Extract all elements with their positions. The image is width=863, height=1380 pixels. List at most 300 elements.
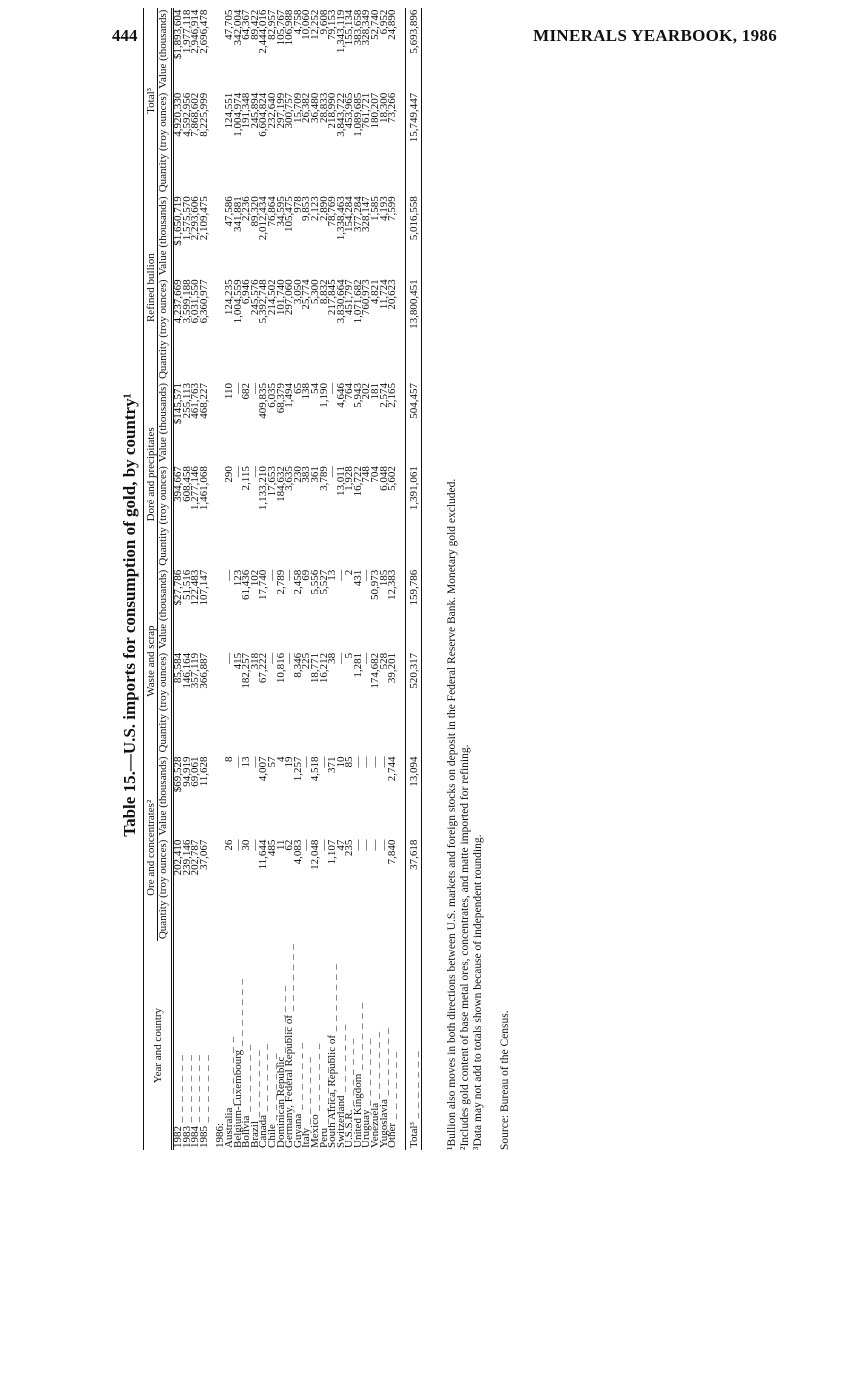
table-cell: 3,789	[317, 466, 330, 491]
table-cell: 4,920,330	[172, 92, 184, 137]
leader-dots: _ _ _ _ _ _ _	[334, 1023, 347, 1096]
row-label-text: United Kingdom	[351, 1073, 364, 1148]
table-cell: 13,011	[334, 466, 347, 496]
row-label-text: 1985	[197, 1126, 210, 1148]
table-cell: 2,123	[308, 196, 321, 222]
table-cell: 394,667	[172, 466, 184, 502]
table-cell: $1,893,604	[172, 9, 184, 60]
table-cell: 764	[343, 383, 356, 400]
subheader-value: Value (thousands)	[158, 194, 173, 277]
table-cell: —	[265, 652, 278, 664]
table-cell: 159,786	[405, 568, 422, 651]
table-cell: 28,833	[317, 92, 330, 123]
table-cell: 65	[291, 383, 304, 395]
leader-dots: _ _ _ _ _ _ _	[407, 1050, 420, 1123]
table-cell: 5	[343, 652, 356, 659]
row-label-text: Germany, Federal Republic of	[283, 1014, 296, 1148]
row-label-text: Yugoslavia	[377, 1099, 390, 1148]
row-label-text: Mexico	[308, 1114, 321, 1148]
table-cell: $69,528	[172, 756, 184, 793]
table-cell: 105,767	[274, 9, 287, 46]
table-cell: 239,146	[180, 839, 193, 876]
table-cell: 37,067	[197, 839, 210, 870]
row-label-text: Switzerland	[334, 1095, 347, 1148]
table-cell: 10,816	[274, 652, 287, 684]
table-cell: 6,946	[240, 279, 253, 305]
table-cell: 520,317	[405, 651, 422, 755]
table-cell: 2,236	[240, 196, 253, 222]
subheader-quantity: Quantity (troy ounces)	[158, 651, 173, 755]
table-cell: 235	[343, 839, 356, 857]
table-cell: 7,599	[386, 196, 399, 222]
table-cell: 255,113	[180, 383, 193, 419]
table-cell: 15,709	[291, 92, 304, 123]
row-label	[405, 941, 422, 1150]
table-cell: 13	[240, 756, 253, 768]
table-cell: 4,083	[291, 839, 304, 865]
table-cell: 300,757	[283, 92, 296, 129]
leader-dots: _ _ _ _ _ _ _	[343, 1037, 356, 1110]
year-1986-label: 1986:	[214, 1122, 227, 1148]
table-cell: 8	[222, 756, 235, 762]
table-cell: 181	[369, 383, 382, 400]
table-cell: —	[317, 839, 330, 851]
table-cell: 4,237,669	[172, 279, 184, 324]
leader-dots: _ _ _ _ _ _ _	[351, 1002, 364, 1074]
table-cell: —	[300, 756, 313, 768]
spacer-row	[397, 8, 406, 1150]
table-cell: —	[283, 652, 296, 664]
table-cell: 180,207	[369, 92, 382, 129]
table-cell: 85	[343, 756, 356, 768]
table-cell: $27,786	[172, 569, 184, 606]
leader-dots: _ _ _ _ _ _ _	[308, 1042, 321, 1115]
table-cell: 383,658	[351, 9, 364, 46]
subheader-value: Value (thousands)	[158, 8, 173, 91]
table-cell: 6,952	[377, 9, 390, 35]
table-cell: 6,604,824	[257, 92, 270, 137]
table-cell: 2,293,606	[189, 196, 202, 241]
table-cell: 73,266	[386, 92, 399, 123]
row-label	[197, 941, 210, 1150]
row-label-text: Belgium-Luxembourg	[231, 1049, 244, 1148]
row-label-text: Bolivia	[240, 1115, 253, 1148]
table-cell: 230	[291, 466, 304, 483]
footnote-3: ³Data may not add to totals shown because of independent rounding.	[472, 834, 484, 1150]
table-cell: 1,338,463	[334, 196, 347, 241]
table-cell: —	[326, 383, 339, 395]
table-row-year	[200, 8, 209, 1150]
table-cell: 122,483	[189, 569, 202, 606]
table-cell: 5,556	[308, 569, 321, 595]
table-cell: 110	[222, 383, 235, 400]
running-head: MINERALS YEARBOOK, 1986	[533, 26, 777, 45]
table-cell: 1,343,119	[334, 9, 347, 54]
table-cell: —	[248, 466, 261, 478]
subheader-quantity: Quantity (troy ounces)	[158, 464, 173, 568]
table-cell: 89,422	[248, 9, 261, 40]
table-cell: 1,977,118	[180, 9, 193, 54]
table-cell: 1,257	[291, 756, 304, 782]
row-label-text: Peru	[317, 1127, 330, 1148]
table-cell: 214,502	[265, 279, 278, 316]
row-label-text: Canada	[257, 1115, 270, 1148]
subheader-quantity: Quantity (troy ounces)	[158, 838, 173, 942]
table-cell: 62	[283, 839, 296, 851]
table-cell: —	[351, 756, 364, 768]
table-cell: 4,193	[377, 196, 390, 222]
table-cell: 5,527	[317, 569, 330, 595]
table-cell: —	[222, 652, 235, 664]
table-cell: 78,769	[326, 196, 339, 227]
table-cell: —	[231, 756, 244, 768]
table-cell: 468,227	[197, 383, 210, 419]
rotated-table-block	[119, 9, 589, 1150]
table-cell: 5,392,748	[257, 279, 270, 324]
table-cell: —	[300, 839, 313, 851]
group-header-scrap: Waste and scrap	[144, 568, 158, 755]
table-cell: 13,800,451	[405, 277, 422, 381]
table-title: Table 15.—U.S. imports for consumption of gold, by country¹	[120, 393, 139, 837]
row-label-text: 1982	[172, 1126, 184, 1148]
table-cell: —	[360, 756, 373, 768]
row-label-text: Venezuela	[369, 1102, 382, 1148]
source-note: Source: Bureau of the Census.	[499, 1010, 511, 1150]
table-cell: 89,320	[248, 196, 261, 227]
table-cell: —	[231, 383, 244, 395]
table-cell: 4,821	[369, 279, 382, 305]
table-cell: 13,094	[405, 754, 422, 837]
table-cell: 4,646	[334, 383, 347, 408]
table-cell: 30	[240, 839, 253, 851]
table-cell: 9,853	[300, 196, 313, 222]
table-cell: 182,257	[240, 652, 253, 689]
table-cell: 245,576	[248, 279, 261, 316]
table-cell: 4,592,956	[180, 92, 193, 137]
table-cell: —	[265, 569, 278, 581]
table-cell: 9,608	[317, 9, 330, 35]
table-cell: 68,379	[274, 383, 287, 414]
table-cell: 184,632	[274, 466, 287, 502]
table-cell: 357,119	[189, 652, 202, 689]
leader-dots: _ _ _ _ _ _ _	[360, 1037, 373, 1110]
table-cell: 25,774	[300, 279, 313, 310]
table-cell: 328,349	[360, 9, 373, 46]
footnotes	[446, 479, 485, 1150]
table-cell: 4,518	[308, 756, 321, 782]
leader-dots: _ _ _ _ _ _ _	[231, 978, 244, 1050]
table-cell: 123	[231, 569, 244, 587]
table-cell: —	[369, 756, 382, 768]
table-cell: 34,595	[274, 196, 287, 227]
table-cell: 608,458	[180, 466, 193, 502]
table-cell: 1,089,685	[351, 92, 364, 137]
table-cell: 377,284	[351, 196, 364, 233]
table-cell: 6,031,550	[189, 279, 202, 324]
row-label-text: Total³	[407, 1122, 420, 1148]
table-cell: 342,004	[231, 9, 244, 46]
table-cell: 202,787	[189, 839, 202, 876]
table-cell: —	[377, 756, 390, 768]
table-cell: 101,740	[274, 279, 287, 316]
table-cell: —	[248, 383, 261, 395]
table-cell: 5,016,558	[405, 194, 422, 277]
table-cell: 11	[274, 839, 287, 851]
row-label-text: Guyana	[291, 1113, 304, 1148]
table-cell: —	[360, 652, 373, 664]
table-cell: —	[222, 569, 235, 581]
table-cell: 760,973	[360, 279, 373, 316]
table-cell: 47	[334, 839, 347, 851]
row-label-text: Brazil	[248, 1121, 261, 1148]
table-cell: 7,868,602	[189, 92, 202, 137]
table-cell: 18,300	[377, 92, 390, 123]
table-cell: —	[248, 839, 261, 851]
table-cell: 12,383	[386, 569, 399, 600]
table-cell: 82,957	[265, 9, 278, 40]
leader-dots: _ _ _ _ _ _ _	[300, 1056, 313, 1128]
row-label-text: 1983	[180, 1126, 193, 1148]
table-cell: 124,235	[222, 279, 235, 316]
table-cell: —	[248, 756, 261, 768]
table-cell: 366,887	[197, 652, 210, 689]
table-cell: 202	[360, 383, 373, 400]
table-cell: 978	[291, 196, 304, 213]
table-cell: 79,153	[326, 9, 339, 40]
table-cell: 2,115	[240, 466, 253, 491]
table-cell: 155,134	[343, 9, 356, 46]
table-cell: $1,650,719	[172, 196, 184, 246]
leader-dots: _ _ _ _ _ _ _	[240, 1043, 253, 1116]
page-number: 444	[112, 26, 138, 45]
table-cell: 146,164	[180, 652, 193, 689]
table-cell: 2,789	[274, 569, 287, 595]
table-cell: 154,284	[343, 196, 356, 233]
table-cell: 6,035	[265, 383, 278, 408]
table-cell: 415	[231, 652, 244, 670]
table-cell: 5,693,896	[405, 8, 422, 91]
row-label-text: Dominican Republic	[274, 1056, 287, 1148]
table-cell: 2,946,914	[189, 9, 202, 54]
table-cell: 47,705	[222, 9, 235, 40]
table-cell: 94,919	[180, 756, 193, 787]
footnote-1: ¹Bullion also moves in both directions between U.S. markets and foreign stocks on deposit in the Federal Reserve Bank. Monetary gold excluded.	[446, 478, 458, 1150]
table-cell: 64,367	[240, 9, 253, 40]
group-header-bullion: Refined bullion	[144, 194, 158, 381]
leader-dots: _ _ _ _ _ _ _	[326, 963, 339, 1035]
table-cell: 10	[334, 756, 347, 768]
table-cell: 2,444,016	[257, 9, 270, 54]
table-cell: 1,391,061	[405, 464, 422, 568]
table-cell: 371	[326, 756, 339, 773]
table-cell: 2,109,475	[197, 196, 210, 241]
table-cell: 2,458	[291, 569, 304, 595]
table-cell: 13	[326, 569, 339, 581]
table-cell: —	[351, 839, 364, 851]
table-cell: 18,771	[308, 652, 321, 684]
table-cell: 24,890	[386, 9, 399, 40]
table-cell: 26,382	[300, 92, 313, 123]
leader-dots: _ _ _ _ _ _ _	[283, 943, 296, 1015]
table-cell: 38	[326, 652, 339, 664]
table-cell: 50,973	[369, 569, 382, 600]
table-cell: 16,722	[351, 466, 364, 497]
table-cell: 431	[351, 569, 364, 587]
group-header-dore: Doré and precipitates	[144, 381, 158, 568]
table-cell: 191,348	[240, 92, 253, 129]
table-cell: 682	[240, 383, 253, 400]
table-cell: —	[334, 569, 347, 581]
table-cell: —	[283, 569, 296, 581]
leader-dots: _ _ _ _ _ _ _	[222, 1035, 235, 1108]
table-cell: 1,190	[317, 383, 330, 408]
row-label-text: Chile	[265, 1124, 278, 1148]
table-cell: 2,744	[386, 756, 399, 782]
leader-dots: _ _ _ _ _ _ _	[248, 1049, 261, 1122]
table-cell: 1,575,570	[180, 196, 193, 241]
table-cell: 290	[222, 466, 235, 483]
table-cell: 19	[283, 756, 296, 768]
table-cell: 5,300	[308, 279, 321, 305]
stub-header: Year and country	[144, 941, 173, 1150]
table-cell: 1,107	[326, 839, 339, 865]
table-cell: 297,199	[274, 92, 287, 129]
leader-dots: _ _ _ _ _ _ _	[197, 1054, 210, 1126]
table-cell: 76,864	[265, 196, 278, 227]
table-cell: 341,881	[231, 196, 244, 233]
row-label-text: South Africa, Republic of	[326, 1034, 339, 1148]
row-label-text: Uruguay	[360, 1109, 373, 1148]
table-cell: 202,410	[172, 839, 184, 876]
table-cell: —	[231, 466, 244, 478]
table-cell: 6,360,977	[197, 279, 210, 324]
table-cell: —	[369, 839, 382, 851]
table-cell: 2,012,434	[257, 196, 270, 241]
table-cell: 4,758	[291, 9, 304, 35]
table-cell: 528	[377, 652, 390, 670]
table-cell: 26	[222, 839, 235, 851]
table-cell: 5,602	[386, 466, 399, 491]
table-cell: 105,475	[283, 196, 296, 233]
table-cell: 361	[308, 466, 321, 483]
table-cell: 57	[265, 756, 278, 768]
table-cell: 106,988	[283, 9, 296, 46]
table-cell: —	[377, 839, 390, 851]
gold-imports-table	[143, 8, 422, 1150]
table-cell: 2,696,478	[197, 9, 210, 54]
row-label-text: Australia	[222, 1107, 235, 1148]
table-cell: 218,990	[326, 92, 339, 129]
table-cell: —	[334, 652, 347, 664]
row-label-text: Other	[386, 1122, 399, 1148]
subheader-quantity: Quantity (troy ounces)	[158, 277, 173, 381]
table-cell: 1,133,210	[257, 466, 270, 511]
table-cell: 3,050	[291, 279, 304, 305]
table-cell: 232,640	[265, 92, 278, 129]
table-cell: 16,212	[317, 652, 330, 684]
table-cell: 11,628	[197, 756, 210, 787]
leader-dots: _ _ _ _ _ _ _	[274, 984, 287, 1057]
table-cell: 4,007	[257, 756, 270, 782]
table-cell: 2,890	[317, 196, 330, 222]
table-cell: 5,943	[351, 383, 364, 408]
table-cell: 318	[248, 652, 261, 670]
group-header-total: Total³	[144, 8, 158, 195]
table-cell: 3,830,664	[334, 279, 347, 324]
table-cell: 3,843,722	[334, 92, 347, 137]
table-cell: 1,928	[343, 466, 356, 491]
table-cell: 69,061	[189, 756, 202, 787]
table-cell: 15,749,447	[405, 91, 422, 195]
row-label-text: 1984	[189, 1126, 202, 1148]
table-cell: —	[360, 839, 373, 851]
table-cell: —	[231, 839, 244, 851]
table-cell: 451,797	[343, 279, 356, 316]
table-cell: 225	[300, 652, 313, 670]
leader-dots: _ _ _ _ _ _ _	[369, 1031, 382, 1103]
subheader-value: Value (thousands)	[158, 381, 173, 464]
table-cell: 3,635	[283, 466, 296, 491]
table-cell: 174,682	[369, 652, 382, 689]
table-cell: 36,480	[308, 92, 321, 123]
table-cell: 8,225,999	[197, 92, 210, 137]
leader-dots: _ _ _ _ _ _ _	[291, 1042, 304, 1114]
table-cell: 54	[308, 383, 321, 395]
table-cell: 1,071,682	[351, 279, 364, 324]
table-cell: 704	[369, 466, 382, 483]
table-cell: 1,281	[351, 652, 364, 678]
subheader-value: Value (thousands)	[158, 754, 173, 837]
table-cell: 8,346	[291, 652, 304, 678]
table-cell: 409,835	[257, 383, 270, 419]
leader-dots: _ _ _ _ _ _ _	[257, 1043, 270, 1116]
table-cell: 10,060	[300, 9, 313, 40]
table-cell: 2,165	[386, 383, 399, 408]
table-row-total	[405, 8, 422, 1150]
table-cell: 504,457	[405, 381, 422, 464]
table-cell: 12,048	[308, 839, 321, 870]
table-cell: —	[326, 466, 339, 478]
group-header-ore: Ore and concentrates²	[144, 754, 158, 941]
table-cell: 85,584	[172, 652, 184, 684]
table-cell: 297,060	[283, 279, 296, 316]
row-label-text: U.S.S.R.	[343, 1109, 356, 1148]
table-cell: 37,618	[405, 838, 422, 942]
table-cell: 1,494	[283, 383, 296, 408]
table-cell: 107,147	[197, 569, 210, 606]
table-cell: 383	[300, 466, 313, 483]
table-cell: 138	[300, 383, 313, 400]
table-cell: 1,004,559	[231, 279, 244, 324]
table-cell: 2,574	[377, 383, 390, 408]
table-cell: 51,516	[180, 569, 193, 600]
table-cell: 217,845	[326, 279, 339, 316]
table-cell: $145,571	[172, 383, 184, 425]
row-label-text: Italy	[300, 1127, 313, 1148]
table-cell: 69	[300, 569, 313, 581]
table-cell: 748	[360, 466, 373, 483]
table-cell: 2	[343, 569, 356, 576]
leader-dots: _ _ _ _ _ _ _	[265, 1052, 278, 1125]
leader-dots: _ _ _ _ _ _ _	[386, 1051, 399, 1123]
footnote-2: ²Includes gold content of base metal ores, concentrates, and matte imported for refining.	[459, 744, 471, 1150]
table-cell: 12,252	[308, 9, 321, 40]
table-cell: 47,586	[222, 196, 235, 227]
table-cell: 17,653	[265, 466, 278, 497]
table-cell: 453,965	[343, 92, 356, 129]
table-row-country	[388, 8, 397, 1150]
table-cell: —	[360, 569, 373, 581]
